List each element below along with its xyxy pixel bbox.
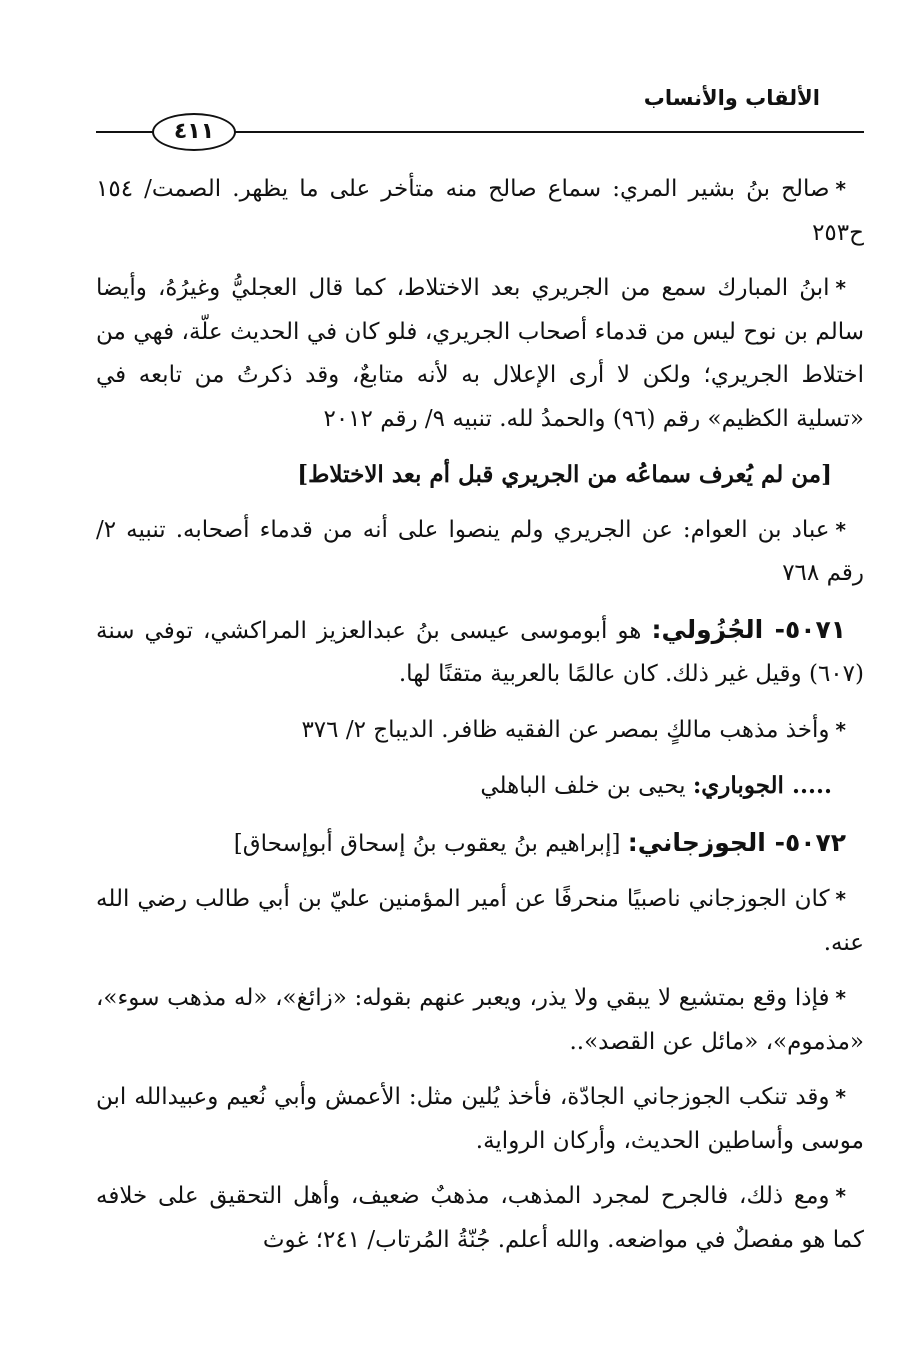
entry-heading: ٥٠٧١- الجُزُولي: — [651, 614, 847, 644]
paragraph-5 — [96, 878, 864, 965]
bullet-star: * — [835, 1085, 846, 1109]
paragraph-text: فإذا وقع بمتشيع لا يبقي ولا يذر، ويعبر عنهم بقوله: «زائغ»، «له مذهب سوء»، «مذموم»، «مائل عن القصد».. — [96, 985, 864, 1055]
entry-heading: ٥٠٧٢- الجوزجاني: — [627, 827, 846, 857]
paragraph-8 — [96, 1175, 864, 1262]
paragraph-text: ومع ذلك، فالجرح لمجرد المذهب، مذهبٌ ضعيف، وأهل التحقيق على خلافه كما هو مفصلٌ في مواضعه. والله أعلم. جُنّةُ المُرتاب/ ٢٤١؛ غوث — [96, 1183, 864, 1253]
running-header-title: الألقاب والأنساب — [643, 86, 820, 110]
cross-reference — [96, 764, 864, 809]
bullet-star: * — [835, 177, 846, 201]
cross-reference-label: ..... الجوباري: — [692, 772, 832, 799]
cross-reference-text: يحيى بن خلف الباهلي — [480, 773, 686, 799]
paragraph-3 — [96, 509, 864, 596]
paragraph-4 — [96, 709, 864, 753]
entry-text: هو أبوموسى عيسى بنُ عبدالعزيز المراكشي، توفي سنة (٦٠٧) وقيل غير ذلك. كان عالمًا بالعربية متقنًا لها. — [96, 617, 864, 687]
page-number: ٤١١ — [152, 113, 236, 151]
entry-text: [إبراهيم بنُ يعقوب بنُ إسحاق أبوإسحاق] — [233, 830, 621, 857]
bullet-star: * — [835, 1184, 846, 1208]
entry-5071 — [96, 608, 864, 697]
bullet-star: * — [835, 276, 846, 300]
paragraph-text: ابنُ المبارك سمع من الجريري بعد الاختلاط، كما قال العجليُّ وغيرُهُ، وأيضا سالم بن نوح ليس من قدماء أصحاب الجريري، فلو كان في الحديث علّة، فهي من اختلاط الجريري؛ ولكن لا أرى الإعلال به لأنه متابعٌ، وقد ذكرتُ من تابعه في «تسلية الكظيم» رقم (٩٦) والحمدُ لله. تنبيه ٩/ رقم ٢٠١٢ — [96, 275, 864, 432]
bullet-star: * — [835, 986, 846, 1010]
paragraph-7 — [96, 1076, 864, 1163]
paragraph-text: عباد بن العوام: عن الجريري ولم ينصوا على أنه من قدماء أصحابه. تنبيه ٢/ رقم ٧٦٨ — [96, 516, 864, 586]
paragraph-text: وقد تنكب الجوزجاني الجادّة، فأخذ يُلين مثل: الأعمش وأبي نُعيم وعبيدالله ابن موسى وأساطين الحديث، وأركان الرواية. — [96, 1084, 864, 1154]
paragraph-2 — [96, 267, 864, 441]
bullet-star: * — [835, 717, 846, 742]
paragraph-text: كان الجوزجاني ناصبيًا منحرفًا عن أمير المؤمنين عليّ بن أبي طالب رضي الله عنه. — [96, 886, 864, 956]
section-heading — [96, 453, 864, 497]
paragraph-1 — [96, 168, 864, 255]
section-heading-text: [من لم يُعرف سماعُه من الجريري قبل أم بعد الاختلاط] — [297, 461, 832, 488]
page-body — [96, 168, 864, 1274]
paragraph-text: وأخذ مذهب مالكٍ بمصر عن الفقيه ظافر. الديباج ٢/ ٣٧٦ — [301, 716, 830, 743]
paragraph-text: صالح بنُ بشير المري: سماع صالح منه متأخر على ما يظهر. الصمت/ ١٥٤ ح٢٥٣ — [96, 176, 864, 246]
bullet-star: * — [835, 887, 846, 911]
bullet-star: * — [835, 517, 846, 542]
paragraph-6 — [96, 977, 864, 1064]
entry-5072 — [96, 821, 864, 867]
